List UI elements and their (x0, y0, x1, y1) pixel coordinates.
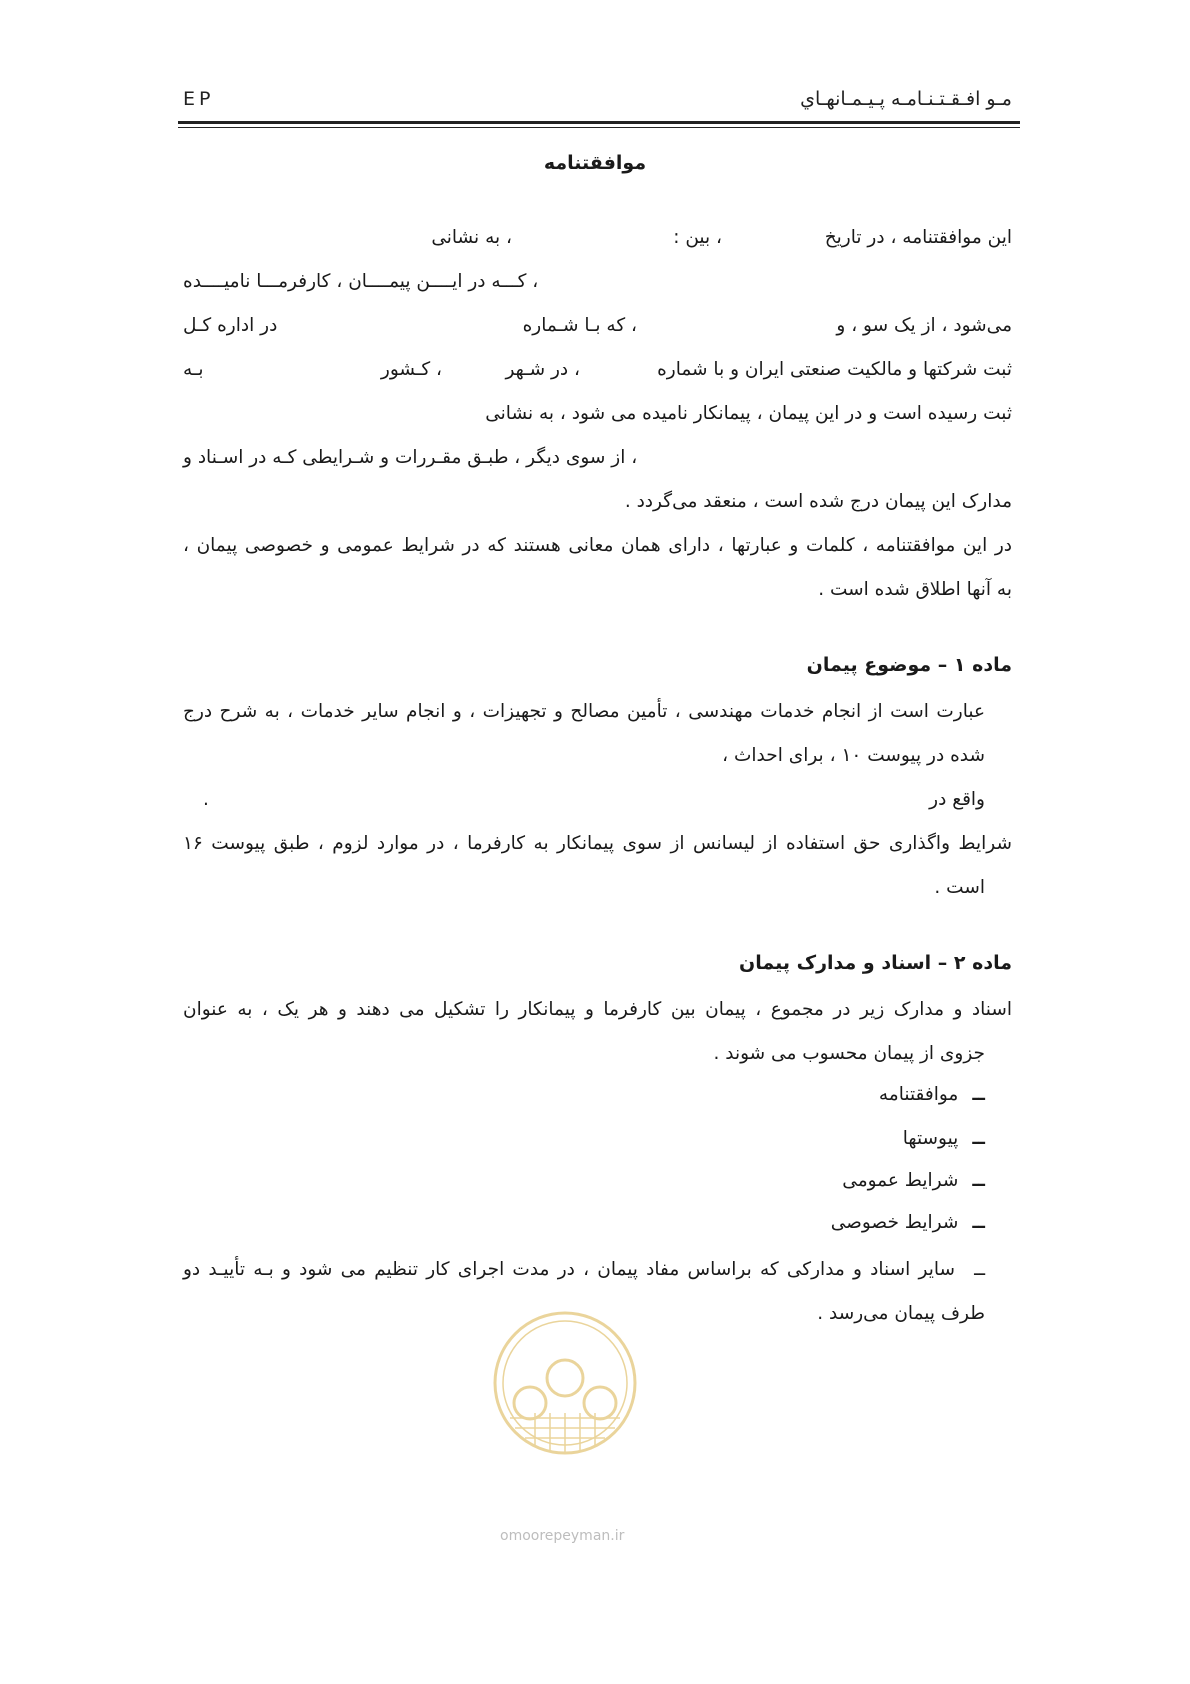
header-code: EP (183, 88, 215, 110)
running-header (183, 88, 1012, 114)
watermark-seal (490, 1308, 640, 1458)
intro-to-label: بـه (183, 359, 204, 380)
page-title: موافقتنامه (543, 152, 647, 174)
intro-office-label: در اداره کـل (183, 315, 278, 336)
article-1-line-3 (183, 786, 985, 814)
list-item (879, 1084, 985, 1105)
list-item (842, 1170, 985, 1191)
intro-line-3 (183, 312, 1012, 340)
list-item-text: پیوستها (902, 1128, 959, 1149)
list-item (903, 1128, 985, 1149)
article-2-line-1: اسناد و مدارک زیر در مجموع ، پیمان بین کارفرما و پیمانکار را تشکیل می دهند و هر یک ، به عنوان (183, 999, 1012, 1020)
dash-bullet: ــ (974, 1259, 985, 1280)
article-2-line-2: جزوی از پیمان محسوب می شوند . (713, 1043, 985, 1064)
list-item-text: موافقتنامه (878, 1084, 959, 1105)
article-1-located-in: واقع در (929, 789, 985, 810)
intro-registration: ثبت شرکتها و مالکیت صنعتی ایران و با شماره (657, 359, 1012, 380)
intro-country-label: ، کـشور (380, 359, 442, 380)
article-2-other-docs: سایر اسناد و مدارکی که براساس مفاد پیمان ، در مدت اجرای کار تنظیم می شود و بـه تأییـد دو (183, 1259, 955, 1280)
list-item (831, 1212, 985, 1233)
intro-line-7: مدارک این پیمان درج شده است ، منعقد می‌گردد . (624, 491, 1012, 512)
dash-bullet: ــ (972, 1212, 985, 1233)
header-rule-thick (178, 121, 1020, 124)
list-item-text: شرایط عمومی (842, 1170, 959, 1191)
intro-between-label: ، بین : (673, 227, 722, 248)
article-1-line-2: شده در پیوست ۱۰ ، برای احداث ، (722, 745, 985, 766)
intro-city-label: ، در شـهر (505, 359, 580, 380)
article-1-line-1: عبارت است از انجام خدمات مهندسی ، تأمین مصالح و تجهیزات ، و انجام سایر خدمات ، به شرح درج (183, 701, 985, 722)
article-1-line-4: شرایط واگذاری حق استفاده از لیسانس از سوی پیمانکار به کارفرما ، در موارد لزوم ، طبق پیوست ۱۶ (183, 833, 1012, 854)
article-2-line-4: طرف پیمان می‌رسد . (817, 1303, 985, 1324)
watermark-url: omoorepeyman.ir (500, 1528, 625, 1544)
intro-line-5: ثبت رسیده است و در این پیمان ، پیمانکار نامیده می شود ، به نشانی (485, 403, 1012, 424)
dash-bullet: ــ (972, 1170, 985, 1191)
intro-number-label: ، که بـا شـماره (522, 315, 637, 336)
article-1-period: . (203, 789, 209, 810)
intro-date-label: این موافقتنامه ، در تاریخ (824, 227, 1012, 248)
article-2-line-3 (183, 1256, 985, 1284)
intro-one-side: می‌شود ، از یک سو ، و (836, 315, 1012, 336)
article-1-heading: ماده ۱ – موضوع پیمان (806, 654, 1012, 676)
intro-line-4 (183, 356, 1012, 384)
intro-line-6 (183, 444, 1012, 472)
intro-line-2 (183, 268, 1012, 296)
article-2-heading: ماده ۲ – اسناد و مدارک پیمان (739, 952, 1012, 974)
dash-bullet: ــ (972, 1128, 985, 1149)
dash-bullet: ــ (972, 1084, 985, 1105)
intro-line-1 (183, 224, 1012, 252)
intro-other-side: ، از سوی دیگر ، طبـق مقـررات و شـرایطی کـه در اسـناد و (183, 447, 638, 468)
intro-employer-text: ، کـــه در ایــــن پیمــــان ، کارفرمـــا نامیــــده (183, 271, 539, 292)
header-title: مـو افـقـتـنـامـه پـیـمـانهـاي (800, 88, 1012, 110)
intro-line-8: در این موافقتنامه ، کلمات و عبارتها ، دارای همان معانی هستند که در شرایط عمومی و خصوصی پیمان ، (183, 535, 1012, 556)
article-1-line-5: است . (934, 877, 985, 898)
intro-line-9: به آنها اطلاق شده است . (818, 579, 1012, 600)
intro-address-label: ، به نشانی (431, 227, 512, 248)
header-rule-thin (178, 127, 1020, 128)
list-item-text: شرایط خصوصی (830, 1212, 959, 1233)
